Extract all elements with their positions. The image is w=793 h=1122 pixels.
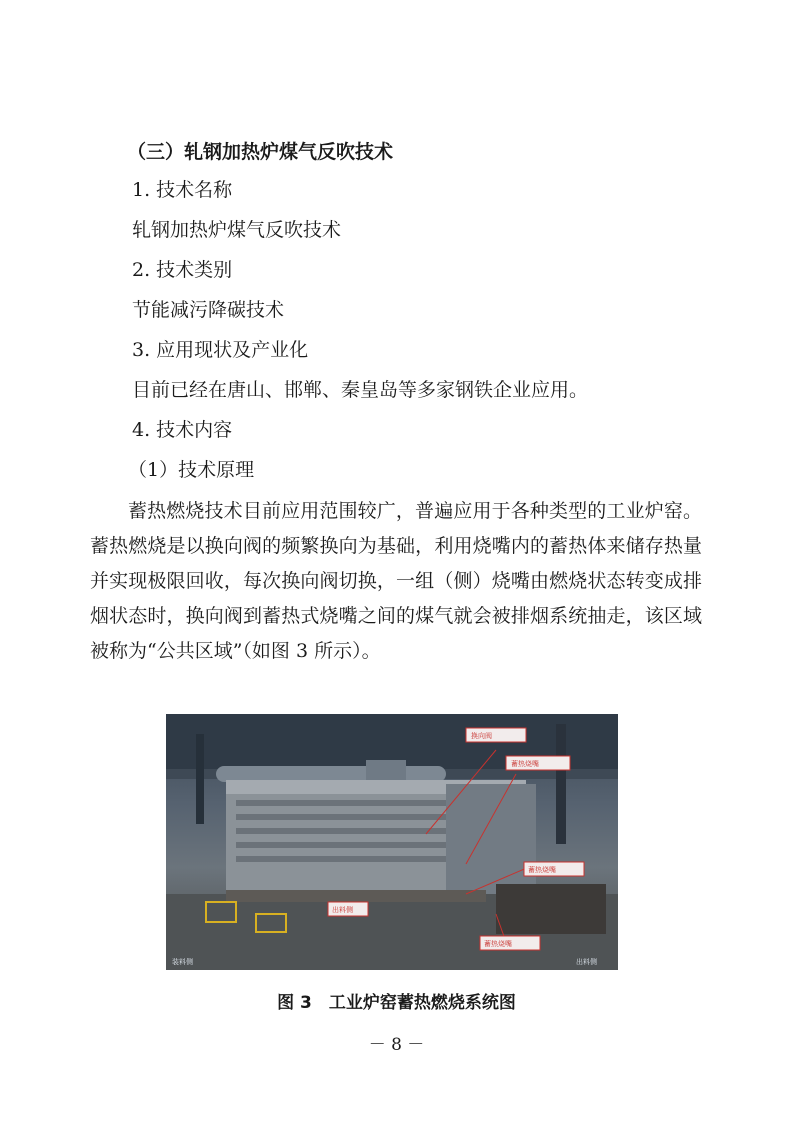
item-status-label: 3. 应用现状及产业化 <box>132 339 309 361</box>
svg-text:出料侧: 出料侧 <box>332 906 353 914</box>
svg-text:蓄热烧嘴: 蓄热烧嘴 <box>528 866 556 874</box>
svg-text:换向阀: 换向阀 <box>471 732 492 740</box>
item-content-label: 4. 技术内容 <box>132 419 233 441</box>
svg-text:蓄热烧嘴: 蓄热烧嘴 <box>484 940 512 948</box>
figure-caption: 图 3 工业炉窑蓄热燃烧系统图 <box>277 993 516 1013</box>
item-principle-label: （1）技术原理 <box>128 459 255 481</box>
section-heading: （三）轧钢加热炉煤气反吹技术 <box>127 141 394 163</box>
item-name-value: 轧钢加热炉煤气反吹技术 <box>132 219 342 241</box>
item-name-label: 1. 技术名称 <box>132 179 233 201</box>
item-category-label: 2. 技术类别 <box>132 259 233 281</box>
svg-text:装料侧: 装料侧 <box>172 958 193 966</box>
svg-text:出料侧: 出料侧 <box>576 958 597 966</box>
item-status-value: 目前已经在唐山、邯郸、秦皇岛等多家钢铁企业应用。 <box>132 379 589 401</box>
svg-text:蓄热烧嘴: 蓄热烧嘴 <box>511 760 539 768</box>
page-number: － 8 － <box>368 1035 425 1055</box>
principle-paragraph: 蓄热燃烧技术目前应用范围较广，普遍应用于各种类型的工业炉窑。蓄热燃烧是以换向阀的频繁换向为基础，利用烧嘴内的蓄热体来储存热量并实现极限回收，每次换向阀切换，一组（侧）烧嘴由燃烧状态转变成排烟状态时，换向阀到蓄热式烧嘴之间的煤气就会被排烟系统抽走，该区域被称为“公共区域”（如图 3 所示）。 <box>90 500 702 662</box>
item-category-value: 节能减污降碳技术 <box>132 299 285 321</box>
furnace-photo <box>166 714 618 970</box>
